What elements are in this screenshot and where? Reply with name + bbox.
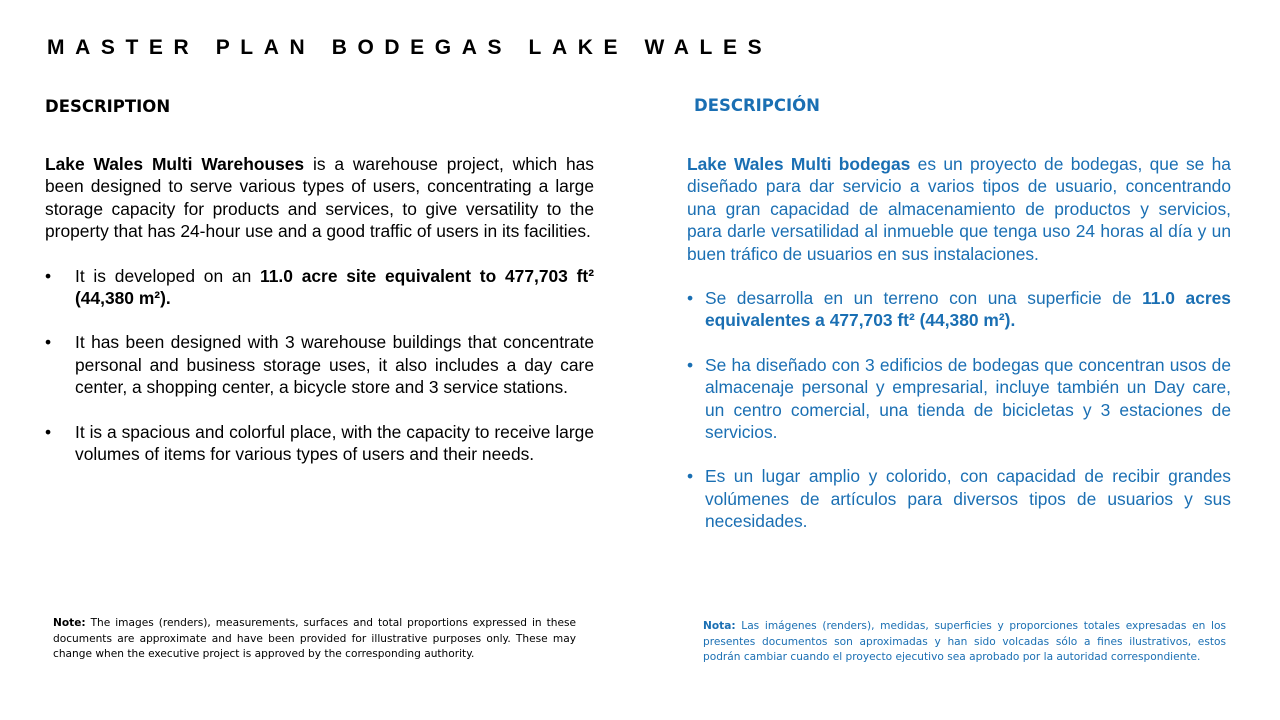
description-body-es	[687, 153, 1231, 533]
bullet-bold-text: 11.0 acres equivalentes a 477,703 ft² (44,380 m²).	[705, 288, 1231, 331]
description-body-en	[45, 153, 594, 465]
disclaimer-note-es	[703, 619, 1226, 666]
page-title: MASTER PLAN BODEGAS LAKE WALES	[47, 36, 773, 59]
project-name-es: Lake Wales Multi bodegas	[687, 154, 911, 174]
intro-text-es: es un proyecto de bodegas, que se ha diseñado para dar servicio a varios tipos de usuario, concentrando una gran capacidad de almacenamiento de productos y servicios, para darle versatilidad al inmueble que tenga uso 24 horas al día y un buen tráfico de usuarios en sus instalaciones.	[687, 154, 1231, 264]
note-text-es: Las imágenes (renders), medidas, superficies y proporciones totales expresadas en los presentes documentos son aproximadas y han sido volcadas sólo a fines ilustrativos, estos podrán cambiar cuando el proyecto ejecutivo sea aprobado por la autoridad correspondiente.	[703, 620, 1226, 664]
bullet-buildings-en	[45, 331, 594, 398]
bullet-buildings-es	[687, 354, 1231, 444]
note-text-en: The images (renders), measurements, surfaces and total proportions expressed in these documents are approximate and have been provided for illustrative purposes only. These may change when the executive project is approved by the corresponding authority.	[53, 617, 576, 661]
note-label-en: Note:	[53, 617, 86, 629]
description-heading-en: DESCRIPTION	[45, 97, 171, 116]
bullet-dot: •	[687, 354, 694, 375]
bullet-text: Se ha diseñado con 3 edificios de bodegas que concentran usos de almacenaje personal y empresarial, incluye también un Day care, un centro comercial, una tienda de bicicletas y 3 estaciones de servicios.	[705, 354, 1231, 443]
bullet-text: Es un lugar amplio y colorido, con capacidad de recibir grandes volúmenes de artículos para diversos tipos de usuarios y sus necesidades.	[705, 466, 1231, 532]
intro-paragraph-en	[45, 153, 594, 243]
bullet-bold-text: 11.0 acre site equivalent to 477,703 ft² (44,380 m²).	[75, 265, 594, 309]
description-heading-es: DESCRIPCIÓN	[694, 96, 820, 115]
bullet-text: It is developed on an	[75, 265, 261, 286]
bullet-dot: •	[687, 288, 694, 309]
bullet-dot: •	[45, 421, 52, 442]
bullet-dot: •	[687, 466, 694, 487]
bullet-site-en	[45, 265, 594, 310]
note-label-es: Nota:	[703, 620, 736, 632]
project-name-en: Lake Wales Multi Warehouses	[45, 154, 305, 174]
bullet-text: Se desarrolla en un terreno con una superficie de	[705, 288, 1143, 309]
bullet-text: It is a spacious and colorful place, with the capacity to receive large volumes of items for various types of users and their needs.	[75, 421, 594, 465]
disclaimer-note-en	[53, 616, 576, 663]
bullet-place-es	[687, 465, 1231, 532]
bullet-dot: •	[45, 332, 52, 353]
intro-paragraph-es	[687, 153, 1231, 265]
bullet-text: It has been designed with 3 warehouse buildings that concentrate personal and business storage uses, it also includes a day care center, a shopping center, a bicycle store and 3 service stations.	[75, 332, 594, 398]
bullet-site-es	[687, 287, 1231, 332]
intro-text-en: is a warehouse project, which has been designed to serve various types of users, concentrating a large storage capacity for products and services, to give versatility to the property that has 24-hour use and a good traffic of users in its facilities.	[45, 154, 594, 242]
bullet-place-en	[45, 421, 594, 466]
bullet-dot: •	[45, 265, 52, 286]
